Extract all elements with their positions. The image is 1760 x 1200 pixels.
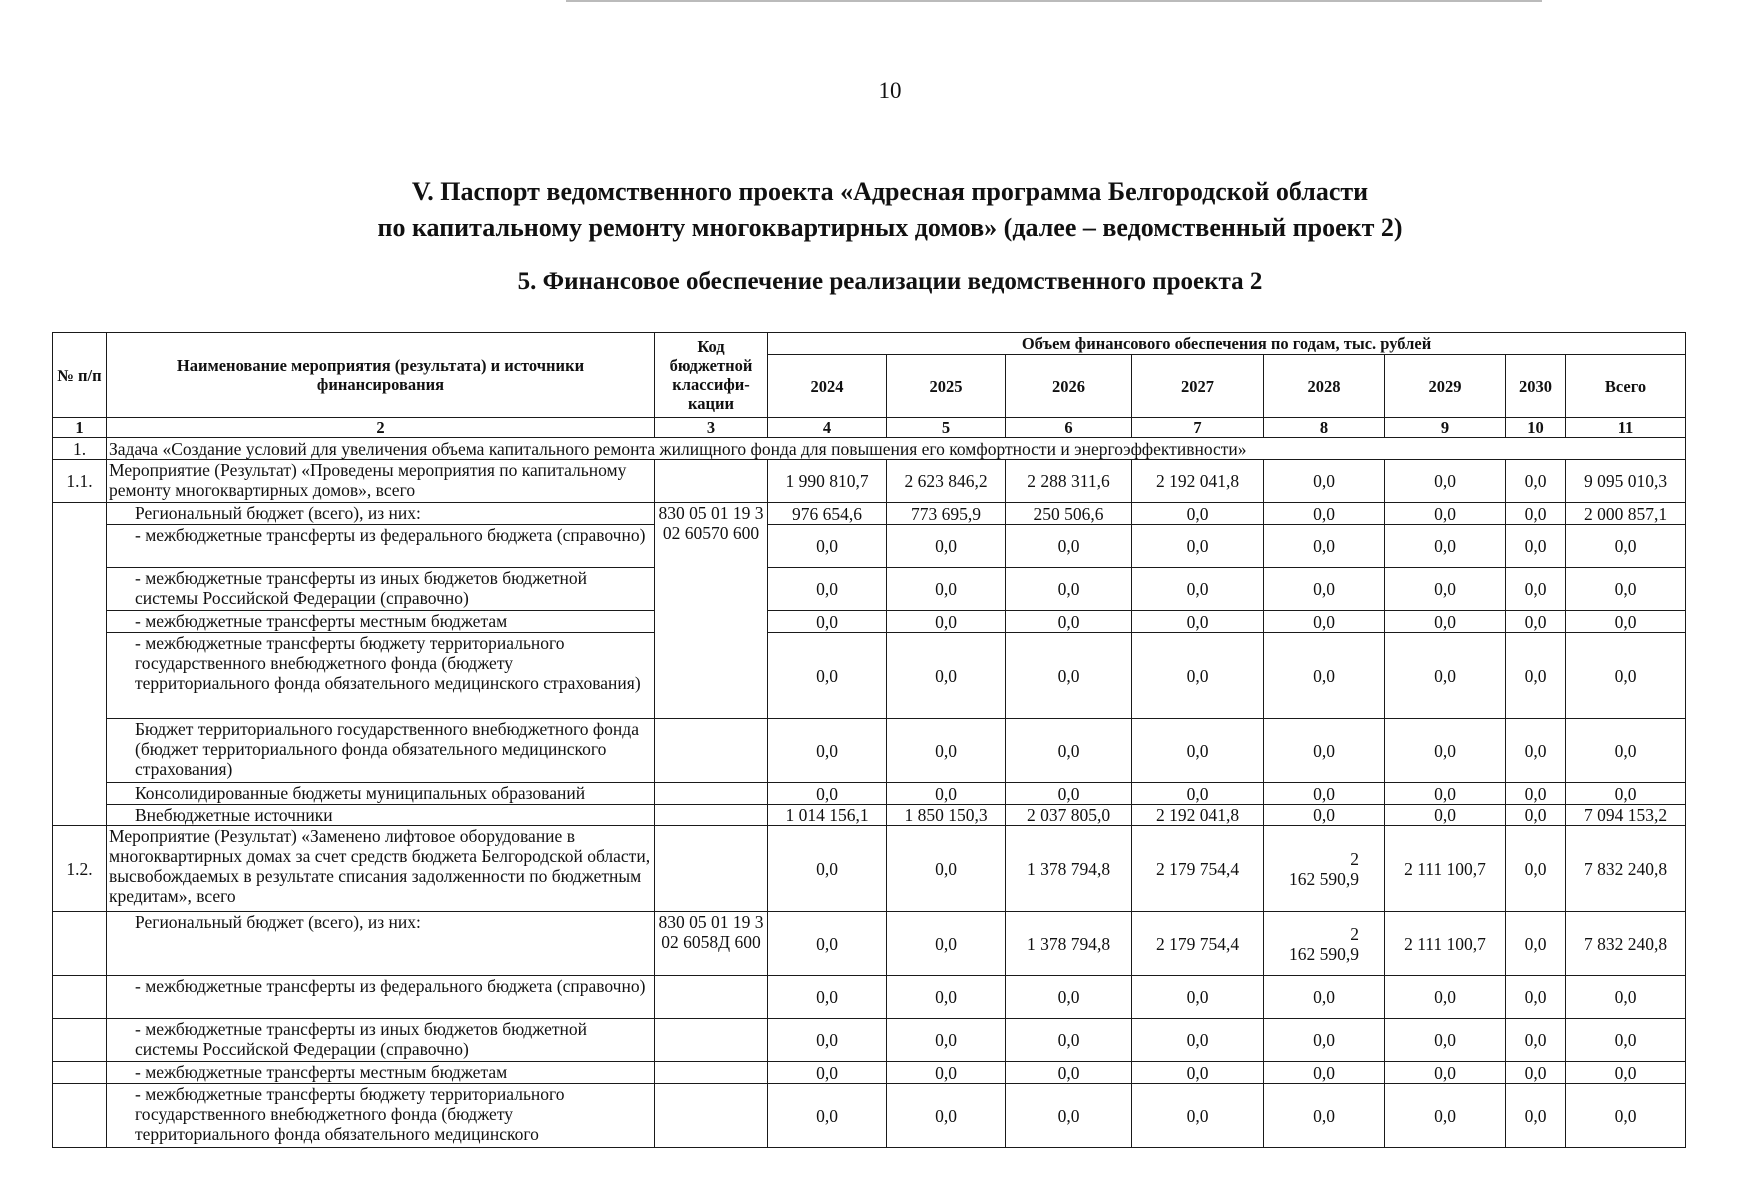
task-text: Задача «Создание условий для увеличения объема капитального ремонта жилищного фонда для повышения его комфортности и энергоэффективности»: [107, 438, 1686, 460]
value-cell: 2 111 100,7: [1385, 912, 1506, 976]
value-cell-2028: [1264, 826, 1385, 912]
value-cell: 0,0: [1132, 719, 1264, 783]
value-cell: 0,0: [1264, 568, 1385, 611]
source-name: - межбюджетные трансферты из федерального бюджета (справочно): [107, 976, 655, 1019]
value-cell: 0,0: [1566, 1062, 1686, 1084]
value-cell: 0,0: [1506, 1019, 1566, 1062]
value-cell: 0,0: [768, 826, 887, 912]
value-cell: 0,0: [1264, 1084, 1385, 1148]
value-cell: 7 832 240,8: [1566, 826, 1686, 912]
value-cell-2028: [1264, 912, 1385, 976]
index-blank-cell: [53, 976, 107, 1019]
value-cell: 0,0: [1506, 460, 1566, 503]
header-year: 2030: [1506, 355, 1566, 418]
scan-edge-line: [566, 0, 1542, 2]
value-cell: 0,0: [1385, 633, 1506, 719]
value-cell: 9 095 010,3: [1566, 460, 1686, 503]
value-cell: 0,0: [768, 976, 887, 1019]
value-cell: 0,0: [1006, 783, 1132, 805]
measure-number: 1.1.: [53, 460, 107, 503]
header-total: Всего: [1566, 355, 1686, 418]
value-cell: 0,0: [887, 1019, 1006, 1062]
source-row: [53, 1084, 1686, 1148]
code-cell: [655, 460, 768, 503]
value-cell: 0,0: [1566, 976, 1686, 1019]
source-name: - межбюджетные трансферты из иных бюджетов бюджетной системы Российской Федерации (справочно): [107, 1019, 655, 1062]
source-name: - межбюджетные трансферты бюджету территориального государственного внебюджетного фонда (бюджету территориального фонда обязательного медицинского: [107, 1084, 655, 1148]
value-cell: 0,0: [768, 783, 887, 805]
column-numbers-row: [53, 418, 1686, 438]
column-number: 8: [1264, 418, 1385, 438]
column-number: 6: [1006, 418, 1132, 438]
header-volume: Объем финансового обеспечения по годам, тыс. рублей: [768, 333, 1686, 355]
value-cell: 2 179 754,4: [1132, 912, 1264, 976]
value-cell: 0,0: [1264, 805, 1385, 826]
value-cell: 2 111 100,7: [1385, 826, 1506, 912]
header-year: 2025: [887, 355, 1006, 418]
value-cell: 0,0: [1132, 633, 1264, 719]
value-cell: 250 506,6: [1006, 503, 1132, 525]
value-cell: 0,0: [768, 1019, 887, 1062]
value-cell: 0,0: [1506, 783, 1566, 805]
value-cell: 0,0: [1385, 805, 1506, 826]
code-cell: [655, 976, 768, 1019]
source-name: Консолидированные бюджеты муниципальных образований: [107, 783, 655, 805]
measure-row: [53, 460, 1686, 503]
value-cell: 0,0: [1506, 611, 1566, 633]
source-name: - межбюджетные трансферты бюджету территориального государственного внебюджетного фонда (бюджету территориального фонда обязательного медицинского страхования): [107, 633, 655, 719]
section-title: [0, 174, 1760, 246]
value-cell: 0,0: [1264, 783, 1385, 805]
value-cell: 0,0: [1132, 783, 1264, 805]
value-cell: 0,0: [1132, 568, 1264, 611]
value-cell: 0,0: [1006, 568, 1132, 611]
value-cell: 2 037 805,0: [1006, 805, 1132, 826]
code-cell: [655, 719, 768, 783]
source-name: - межбюджетные трансферты местным бюджетам: [107, 611, 655, 633]
value-cell: 0,0: [1385, 611, 1506, 633]
value-cell: 2 000 857,1: [1566, 503, 1686, 525]
value-cell: 0,0: [1506, 805, 1566, 826]
value-cell: 0,0: [1385, 525, 1506, 568]
source-name: Региональный бюджет (всего), из них:: [107, 912, 655, 976]
value-cell: 0,0: [1506, 1084, 1566, 1148]
index-blank-cell: [53, 503, 107, 826]
section-title-line-2: по капитальному ремонту многоквартирных домов» (далее – ведомственный проект 2): [377, 213, 1403, 242]
value-cell: 0,0: [768, 719, 887, 783]
value-cell: 1 378 794,8: [1006, 912, 1132, 976]
value-cell: 0,0: [1132, 976, 1264, 1019]
header-year: 2026: [1006, 355, 1132, 418]
page-number: 10: [878, 78, 902, 103]
index-blank-cell: [53, 1084, 107, 1148]
value-cell: 0,0: [1385, 719, 1506, 783]
value-cell: 0,0: [1006, 525, 1132, 568]
index-blank-cell: [53, 1062, 107, 1084]
value-cell: 2 192 041,8: [1132, 805, 1264, 826]
value-cell: 0,0: [1264, 460, 1385, 503]
value-cell: 2 192 041,8: [1132, 460, 1264, 503]
code-cell: [655, 1062, 768, 1084]
column-number: 4: [768, 418, 887, 438]
source-row: [53, 568, 1686, 611]
value-cell: 1 014 156,1: [768, 805, 887, 826]
column-number: 11: [1566, 418, 1686, 438]
task-row: [53, 438, 1686, 460]
code-cell: [655, 1084, 768, 1148]
value-cell: 0,0: [1264, 1019, 1385, 1062]
value-cell: 0,0: [1264, 525, 1385, 568]
value-cell: 0,0: [1264, 719, 1385, 783]
section-title-line-1: V. Паспорт ведомственного проекта «Адресная программа Белгородской области: [411, 177, 1369, 206]
measure-name: Мероприятие (Результат) «Проведены мероприятия по капитальному ремонту многоквартирных домов», всего: [107, 460, 655, 503]
source-row: [53, 1019, 1686, 1062]
value-cell: 0,0: [887, 568, 1006, 611]
header-year: 2027: [1132, 355, 1264, 418]
value-cell: 0,0: [1506, 503, 1566, 525]
source-name: Внебюджетные источники: [107, 805, 655, 826]
value-cell: 0,0: [1006, 1062, 1132, 1084]
code-cell: [655, 805, 768, 826]
value-cell: 1 990 810,7: [768, 460, 887, 503]
source-row: [53, 805, 1686, 826]
value-cell: 0,0: [1264, 976, 1385, 1019]
header-number: № п/п: [53, 333, 107, 418]
value-cell: 2 623 846,2: [887, 460, 1006, 503]
source-row: [53, 912, 1686, 976]
value-cell: 0,0: [1006, 611, 1132, 633]
value-cell: 0,0: [1385, 503, 1506, 525]
header-year: 2028: [1264, 355, 1385, 418]
value-cell: 0,0: [1132, 525, 1264, 568]
header-year: 2024: [768, 355, 887, 418]
value-cell: 0,0: [887, 525, 1006, 568]
task-number: 1.: [53, 438, 107, 460]
source-row: [53, 525, 1686, 568]
value-cell: 0,0: [1506, 719, 1566, 783]
source-row: [53, 1062, 1686, 1084]
value-cell: 0,0: [1566, 568, 1686, 611]
value-cell: 0,0: [768, 568, 887, 611]
split-value: [1289, 849, 1359, 889]
financing-table: [52, 332, 1686, 1148]
column-number: 1: [53, 418, 107, 438]
column-number: 3: [655, 418, 768, 438]
value-cell: 0,0: [1385, 1084, 1506, 1148]
header-name: Наименование мероприятия (результата) и источники финансирования: [107, 333, 655, 418]
source-row: [53, 611, 1686, 633]
value-cell: 0,0: [887, 633, 1006, 719]
value-cell: 0,0: [1385, 1062, 1506, 1084]
source-name: Бюджет территориального государственного внебюджетного фонда (бюджет территориального фонда обязательного медицинского страхования): [107, 719, 655, 783]
value-cell: 0,0: [887, 1084, 1006, 1148]
value-cell: 0,0: [1385, 568, 1506, 611]
value-cell: 0,0: [1132, 503, 1264, 525]
value-cell: 0,0: [1132, 1084, 1264, 1148]
value-cell: 2 179 754,4: [1132, 826, 1264, 912]
header-year: 2029: [1385, 355, 1506, 418]
value-cell: 0,0: [887, 1062, 1006, 1084]
value-cell: 0,0: [1385, 460, 1506, 503]
value-cell: 0,0: [768, 1084, 887, 1148]
value-cell: 0,0: [1264, 503, 1385, 525]
header-code: Код бюджетной классифи-кации: [655, 333, 768, 418]
source-row: [53, 633, 1686, 719]
budget-code: 830 05 01 19 3 02 6058Д 600: [655, 912, 768, 976]
code-cell: [655, 1019, 768, 1062]
value-cell: 0,0: [887, 976, 1006, 1019]
source-name: - межбюджетные трансферты из федерального бюджета (справочно): [107, 525, 655, 568]
value-cell: 0,0: [1006, 719, 1132, 783]
column-number: 10: [1506, 418, 1566, 438]
value-cell: 0,0: [1566, 783, 1686, 805]
value-cell: 0,0: [1566, 1019, 1686, 1062]
value-cell: 0,0: [1132, 611, 1264, 633]
value-cell: 0,0: [1566, 611, 1686, 633]
measure-number: 1.2.: [53, 826, 107, 912]
split-value-part-2: 162 590,9: [1289, 943, 1359, 964]
value-cell: 0,0: [1132, 1019, 1264, 1062]
header-row: [53, 333, 1686, 355]
value-cell: 1 850 150,3: [887, 805, 1006, 826]
column-number: 2: [107, 418, 655, 438]
source-name: - межбюджетные трансферты местным бюджетам: [107, 1062, 655, 1084]
value-cell: 0,0: [1506, 826, 1566, 912]
value-cell: 0,0: [1264, 611, 1385, 633]
table-title: 5. Финансовое обеспечение реализации ведомственного проекта 2: [517, 268, 1263, 295]
value-cell: 2 288 311,6: [1006, 460, 1132, 503]
value-cell: 0,0: [1264, 1062, 1385, 1084]
value-cell: 0,0: [1006, 976, 1132, 1019]
split-value-part-1: 2: [1350, 923, 1359, 944]
value-cell: 0,0: [1566, 525, 1686, 568]
source-row: [53, 976, 1686, 1019]
value-cell: 0,0: [1566, 1084, 1686, 1148]
value-cell: 0,0: [1506, 633, 1566, 719]
source-name: - межбюджетные трансферты из иных бюджетов бюджетной системы Российской Федерации (справочно): [107, 568, 655, 611]
code-cell: [655, 783, 768, 805]
split-value-part-1: 2: [1350, 848, 1359, 869]
source-name: Региональный бюджет (всего), из них:: [107, 503, 655, 525]
column-number: 7: [1132, 418, 1264, 438]
value-cell: 0,0: [887, 912, 1006, 976]
value-cell: 0,0: [1385, 976, 1506, 1019]
value-cell: 0,0: [1506, 568, 1566, 611]
value-cell: 0,0: [1385, 783, 1506, 805]
split-value: [1289, 924, 1359, 964]
value-cell: 0,0: [768, 525, 887, 568]
value-cell: 0,0: [887, 826, 1006, 912]
value-cell: 0,0: [1506, 912, 1566, 976]
value-cell: 773 695,9: [887, 503, 1006, 525]
value-cell: 0,0: [768, 1062, 887, 1084]
value-cell: 0,0: [887, 719, 1006, 783]
value-cell: 0,0: [1566, 719, 1686, 783]
value-cell: 7 832 240,8: [1566, 912, 1686, 976]
column-number: 9: [1385, 418, 1506, 438]
value-cell: 0,0: [1006, 633, 1132, 719]
value-cell: 1 378 794,8: [1006, 826, 1132, 912]
source-row: [53, 783, 1686, 805]
measure-name: Мероприятие (Результат) «Заменено лифтовое оборудование в многоквартирных домах за счет средств бюджета Белгородской области, высвобождаемых в результате списания задолженности по бюджетным кредитам», всего: [107, 826, 655, 912]
value-cell: 0,0: [1006, 1084, 1132, 1148]
value-cell: 0,0: [768, 611, 887, 633]
budget-code: 830 05 01 19 3 02 60570 600: [655, 503, 768, 719]
value-cell: 0,0: [768, 912, 887, 976]
value-cell: 0,0: [887, 783, 1006, 805]
value-cell: 0,0: [1506, 1062, 1566, 1084]
value-cell: 0,0: [1264, 633, 1385, 719]
value-cell: 0,0: [887, 611, 1006, 633]
code-cell: [655, 826, 768, 912]
value-cell: 976 654,6: [768, 503, 887, 525]
split-value-part-2: 162 590,9: [1289, 868, 1359, 889]
index-blank-cell: [53, 1019, 107, 1062]
measure-row: [53, 826, 1686, 912]
value-cell: 0,0: [768, 633, 887, 719]
value-cell: 0,0: [1132, 1062, 1264, 1084]
source-row: [53, 503, 1686, 525]
source-row: [53, 719, 1686, 783]
value-cell: 0,0: [1385, 1019, 1506, 1062]
column-number: 5: [887, 418, 1006, 438]
value-cell: 7 094 153,2: [1566, 805, 1686, 826]
value-cell: 0,0: [1506, 525, 1566, 568]
index-blank-cell: [53, 912, 107, 976]
value-cell: 0,0: [1506, 976, 1566, 1019]
value-cell: 0,0: [1006, 1019, 1132, 1062]
value-cell: 0,0: [1566, 633, 1686, 719]
